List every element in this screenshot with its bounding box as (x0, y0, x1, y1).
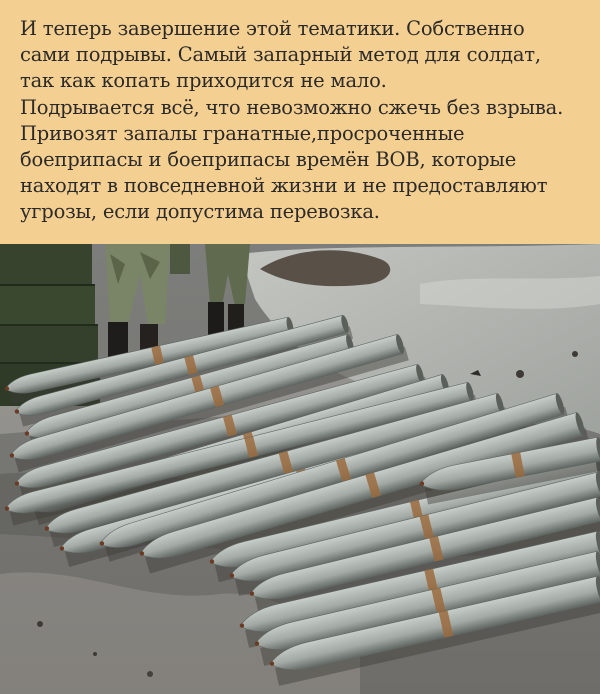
caption-line: Подрывается всё, что невозможно сжечь без взрыва. (20, 95, 564, 119)
caption-panel (0, 0, 600, 244)
water-reflection (420, 276, 600, 309)
photo-scene (0, 244, 600, 694)
caption-line: угрозы, если допустима перевозка. (20, 200, 380, 224)
ammunition-photo (0, 244, 600, 694)
caption-line: сами подрывы. Самый запарный метод для солдат, (20, 43, 541, 67)
caption-line: так как копать приходится не мало. (20, 69, 387, 93)
caption-line: Привозят запалы гранатные,просроченные (20, 121, 465, 145)
caption-line: И теперь завершение этой тематики. Собственно (20, 17, 525, 40)
caption-line: боеприпасы и боеприпасы времён ВОВ, которые (20, 148, 517, 172)
caption-line: находят в повседневной жизни и не предоставляют (20, 174, 548, 198)
